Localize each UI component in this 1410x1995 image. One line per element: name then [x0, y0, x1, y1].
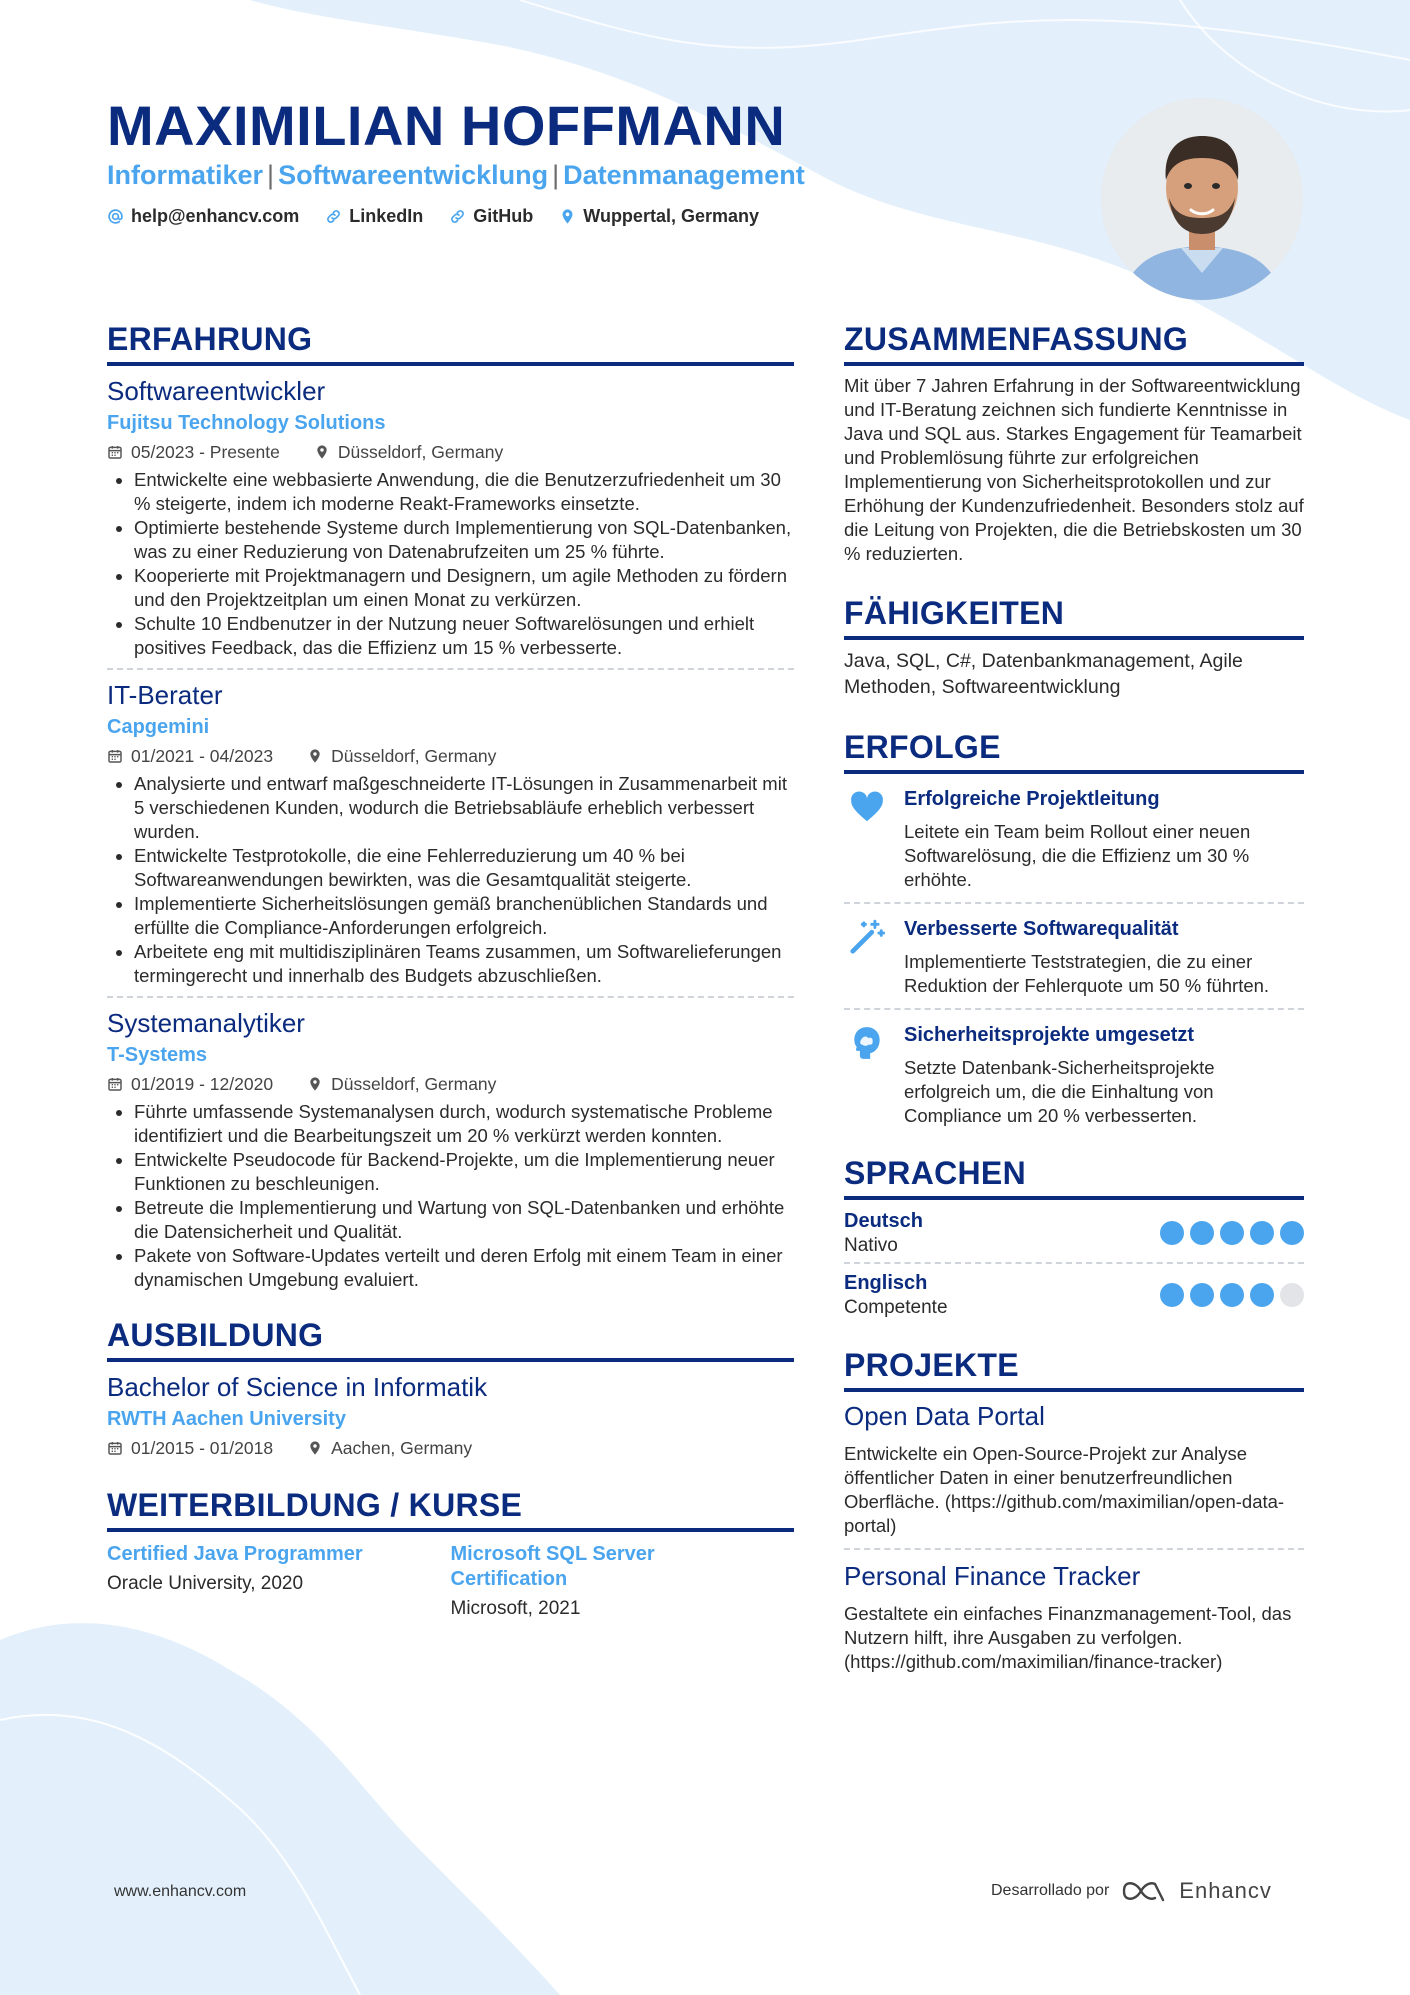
- subtitle-part: Datenmanagement: [563, 160, 805, 190]
- company-name: T-Systems: [107, 1044, 208, 1066]
- project-desc: Entwickelte ein Open-Source-Projekt zur Analyse öffentlicher Daten in einer benutzerfreundlichen Oberfläche. (https://github.com/maximilian/open-data-portal): [844, 1443, 1285, 1536]
- skills-heading: FÄHIGKEITEN: [844, 592, 1304, 640]
- subtitle-separator: |: [267, 160, 275, 190]
- project-title: Personal Finance Tracker: [844, 1561, 1141, 1591]
- calendar-icon: [107, 444, 123, 460]
- project-item: [844, 1394, 1304, 1548]
- job-location: [314, 438, 503, 466]
- course-org: Oracle University, 2020: [107, 1573, 304, 1594]
- location-text: Düsseldorf, Germany: [331, 1074, 497, 1094]
- job-meta: [107, 1070, 794, 1098]
- job-bullets: [107, 468, 794, 660]
- enhancv-logo-icon: [1121, 1878, 1167, 1904]
- degree-title: Bachelor of Science in Informatik: [107, 1372, 488, 1402]
- subtitle: [107, 158, 805, 192]
- subtitle-part: Softwareentwicklung: [278, 160, 549, 190]
- achievements-list: [844, 774, 1304, 1138]
- achievement-icon: [844, 914, 890, 998]
- bullet-item: • Entwickelte Testprotokolle, die eine Fehlerreduzierung um 40 % bei Softwareanwendungen bewirkten, was die Gesamtqualität steigerte.: [134, 844, 794, 892]
- bullet-item: • Kooperierte mit Projektmanagern und Designern, um agile Methoden zu fördern und den Projektzeitplan um einen Monat zu verkürzen.: [134, 564, 794, 612]
- location-pin-icon: [314, 444, 330, 460]
- bullet-item: • Arbeitete eng mit multidisziplinären Teams zusammen, um Softwarelieferungen termingerecht und innerhalb des Budgets abzuschließen.: [134, 940, 794, 988]
- bullet-item: • Optimierte bestehende Systeme durch Implementierung von SQL-Datenbanken, was zu einer Reduzierung von Datenabrufzeiten um 25 % führte.: [134, 516, 794, 564]
- language-name: Englisch: [844, 1272, 928, 1294]
- rating-dot: [1220, 1283, 1244, 1307]
- heart-icon: [848, 788, 886, 826]
- job-entry: [107, 374, 794, 668]
- link-icon: [325, 208, 342, 225]
- bullet-item: • Betreute die Implementierung und Wartung von SQL-Datenbanken und erhöhte die Datensicherheit und Qualität.: [134, 1196, 794, 1244]
- link-icon: [449, 208, 466, 225]
- location-text: Düsseldorf, Germany: [331, 746, 497, 766]
- company-name: Capgemini: [107, 716, 210, 738]
- profile-photo: [1101, 98, 1303, 300]
- job-dates: [107, 1070, 273, 1098]
- job-bullets: [107, 772, 794, 988]
- language-level: Competente: [844, 1297, 948, 1318]
- education-location: [307, 1434, 472, 1462]
- job-title: IT-Berater: [107, 680, 223, 710]
- education-entry: [107, 1370, 794, 1462]
- calendar-icon: [107, 748, 123, 764]
- contact-email[interactable]: [107, 206, 299, 227]
- project-title: Open Data Portal: [844, 1401, 1045, 1431]
- course-org: Microsoft, 2021: [450, 1598, 581, 1619]
- project-item: [844, 1548, 1304, 1684]
- location-text: Düsseldorf, Germany: [337, 442, 504, 462]
- dates-text: 05/2023 - Presente: [131, 442, 280, 462]
- job-location: [307, 742, 496, 770]
- course-item: [107, 1542, 451, 1624]
- footer-website[interactable]: www.enhancv.com: [114, 1883, 247, 1900]
- magic-wand-icon: [848, 918, 886, 956]
- achievement-item: [844, 902, 1304, 1008]
- github-text: GitHub: [473, 206, 534, 226]
- at-icon: [107, 208, 124, 225]
- achievement-title: Sicherheitsprojekte umgesetzt: [904, 1024, 1195, 1046]
- languages-heading: SPRACHEN: [844, 1152, 1304, 1200]
- projects-heading: PROJEKTE: [844, 1344, 1304, 1392]
- location-pin-icon: [307, 748, 323, 764]
- bullet-item: • Analysierte und entwarf maßgeschneiderte IT-Lösungen in Zusammenarbeit mit 5 verschiedenen Kunden, wodurch die Betriebsabläufe erheblich verbessert wurden.: [134, 772, 794, 844]
- bullet-item: • Pakete von Software-Updates verteilt und deren Erfolg mit einem Team in einer dynamischen Umgebung evaluiert.: [134, 1244, 794, 1292]
- subtitle-part: Informatiker: [107, 160, 264, 190]
- summary-heading: ZUSAMMENFASSUNG: [844, 318, 1304, 366]
- language-level: Nativo: [844, 1235, 898, 1256]
- achievement-desc: Implementierte Teststrategien, die zu einer Reduktion der Fehlerquote um 50 % führten.: [904, 951, 1270, 996]
- rating-dot: [1280, 1283, 1304, 1307]
- location-pin-icon: [307, 1076, 323, 1092]
- calendar-icon: [107, 1076, 123, 1092]
- left-column: [107, 318, 794, 1624]
- education-heading: AUSBILDUNG: [107, 1314, 794, 1362]
- courses-list: [107, 1542, 794, 1624]
- location-text: Wuppertal, Germany: [583, 206, 759, 226]
- language-name: Deutsch: [844, 1210, 923, 1232]
- rating-dot: [1250, 1283, 1274, 1307]
- achievement-item: [844, 1008, 1304, 1138]
- language-rating: [1160, 1221, 1304, 1245]
- course-item: [451, 1542, 795, 1624]
- education-dates: [107, 1434, 273, 1462]
- right-column: [844, 318, 1304, 1684]
- dates-text: 01/2021 - 04/2023: [131, 746, 274, 766]
- education-meta: [107, 1434, 794, 1462]
- job-title: Softwareentwickler: [107, 376, 326, 406]
- linkedin-text: LinkedIn: [349, 206, 424, 226]
- job-dates: [107, 438, 280, 466]
- language-item: [844, 1202, 1304, 1262]
- head-brain-icon: [848, 1024, 886, 1062]
- job-entry: [107, 996, 794, 1300]
- course-name: Microsoft SQL Server Certification: [450, 1543, 655, 1590]
- rating-dot: [1220, 1221, 1244, 1245]
- location-text: Aachen, Germany: [331, 1438, 473, 1458]
- achievements-heading: ERFOLGE: [844, 726, 1304, 774]
- bullet-item: • Implementierte Sicherheitslösungen gemäß branchenüblichen Standards und erfüllte die Compliance-Anforderungen erfolgreich.: [134, 892, 794, 940]
- subtitle-separator: |: [552, 160, 560, 190]
- contact-location: [559, 206, 759, 227]
- footer-branding: [991, 1878, 1272, 1904]
- rating-dot: [1280, 1221, 1304, 1245]
- school-name: RWTH Aachen University: [107, 1408, 346, 1430]
- location-pin-icon: [559, 208, 576, 225]
- powered-by-text: Desarrollado por: [991, 1882, 1110, 1899]
- location-pin-icon: [307, 1440, 323, 1456]
- bullet-item: • Entwickelte Pseudocode für Backend-Projekte, um die Implementierung neuer Funktionen zu beschleunigen.: [134, 1148, 794, 1196]
- achievement-item: [844, 774, 1304, 902]
- job-meta: [107, 742, 794, 770]
- rating-dot: [1160, 1221, 1184, 1245]
- job-bullets: [107, 1100, 794, 1292]
- achievement-icon: [844, 1020, 890, 1128]
- course-name: Certified Java Programmer: [107, 1543, 363, 1565]
- dates-text: 01/2015 - 01/2018: [131, 1438, 274, 1458]
- contact-github[interactable]: [449, 206, 533, 227]
- rating-dot: [1190, 1283, 1214, 1307]
- calendar-icon: [107, 1440, 123, 1456]
- profile-photo-illustration: [1101, 98, 1303, 300]
- job-title: Systemanalytiker: [107, 1008, 305, 1038]
- dates-text: 01/2019 - 12/2020: [131, 1074, 274, 1094]
- achievement-title: Erfolgreiche Projektleitung: [904, 788, 1160, 810]
- project-desc: Gestaltete ein einfaches Finanzmanagement-Tool, das Nutzern hilft, ihre Ausgaben zu verfolgen. (https://github.com/maximilian/finance-tracker): [844, 1603, 1292, 1672]
- contact-linkedin[interactable]: [325, 206, 423, 227]
- contact-bar: [107, 206, 759, 227]
- email-text: help@enhancv.com: [131, 206, 300, 226]
- bullet-item: • Führte umfassende Systemanalysen durch, wodurch systematische Probleme identifiziert und die Bearbeitungszeit um 20 % verkürzt werden konnten.: [134, 1100, 794, 1148]
- achievement-icon: [844, 784, 890, 892]
- achievement-desc: Setzte Datenbank-Sicherheitsprojekte erfolgreich um, die die Einhaltung von Compliance um 20 % verbesserten.: [904, 1057, 1215, 1126]
- summary-text: Mit über 7 Jahren Erfahrung in der Softwareentwicklung und IT-Beratung zeichnen sich fundierte Kenntnisse in Java und SQL aus. Starkes Engagement für Teamarbeit und Problemlösung führte zur erfolgreichen Implementierung von Sicherheitsprotokollen und zur Erhöhung der Kundenzufriedenheit. Besonders stolz auf die Leitung von Projekten, die die Betriebskosten um 30 % reduzierten.: [844, 375, 1304, 564]
- language-item: [844, 1262, 1304, 1324]
- rating-dot: [1160, 1283, 1184, 1307]
- achievement-desc: Leitete ein Team beim Rollout einer neuen Softwarelösung, die die Effizienz um 30 % erhöhte.: [904, 821, 1251, 890]
- company-name: Fujitsu Technology Solutions: [107, 412, 386, 434]
- job-dates: [107, 742, 273, 770]
- bullet-item: • Entwickelte eine webbasierte Anwendung, die die Benutzerzufriedenheit um 30 % steigerte, indem ich moderne Reakt-Frameworks einsetzte.: [134, 468, 794, 516]
- candidate-name: MAXIMILIAN HOFFMANN: [107, 94, 786, 157]
- rating-dot: [1250, 1221, 1274, 1245]
- skills-text: Java, SQL, C#, Datenbankmanagement, Agile Methoden, Softwareentwicklung: [844, 650, 1243, 698]
- bullet-item: • Schulte 10 Endbenutzer in der Nutzung neuer Softwarelösungen und erhielt positives Feedback, das die Effizienz um 15 % verbesserte.: [134, 612, 794, 660]
- brand-name: Enhancv: [1179, 1878, 1272, 1903]
- courses-heading: WEITERBILDUNG / KURSE: [107, 1484, 794, 1532]
- rating-dot: [1190, 1221, 1214, 1245]
- experience-heading: ERFAHRUNG: [107, 318, 794, 366]
- job-entry: [107, 668, 794, 996]
- job-meta: [107, 438, 794, 466]
- achievement-title: Verbesserte Softwarequalität: [904, 918, 1179, 940]
- language-rating: [1160, 1283, 1304, 1307]
- job-location: [307, 1070, 496, 1098]
